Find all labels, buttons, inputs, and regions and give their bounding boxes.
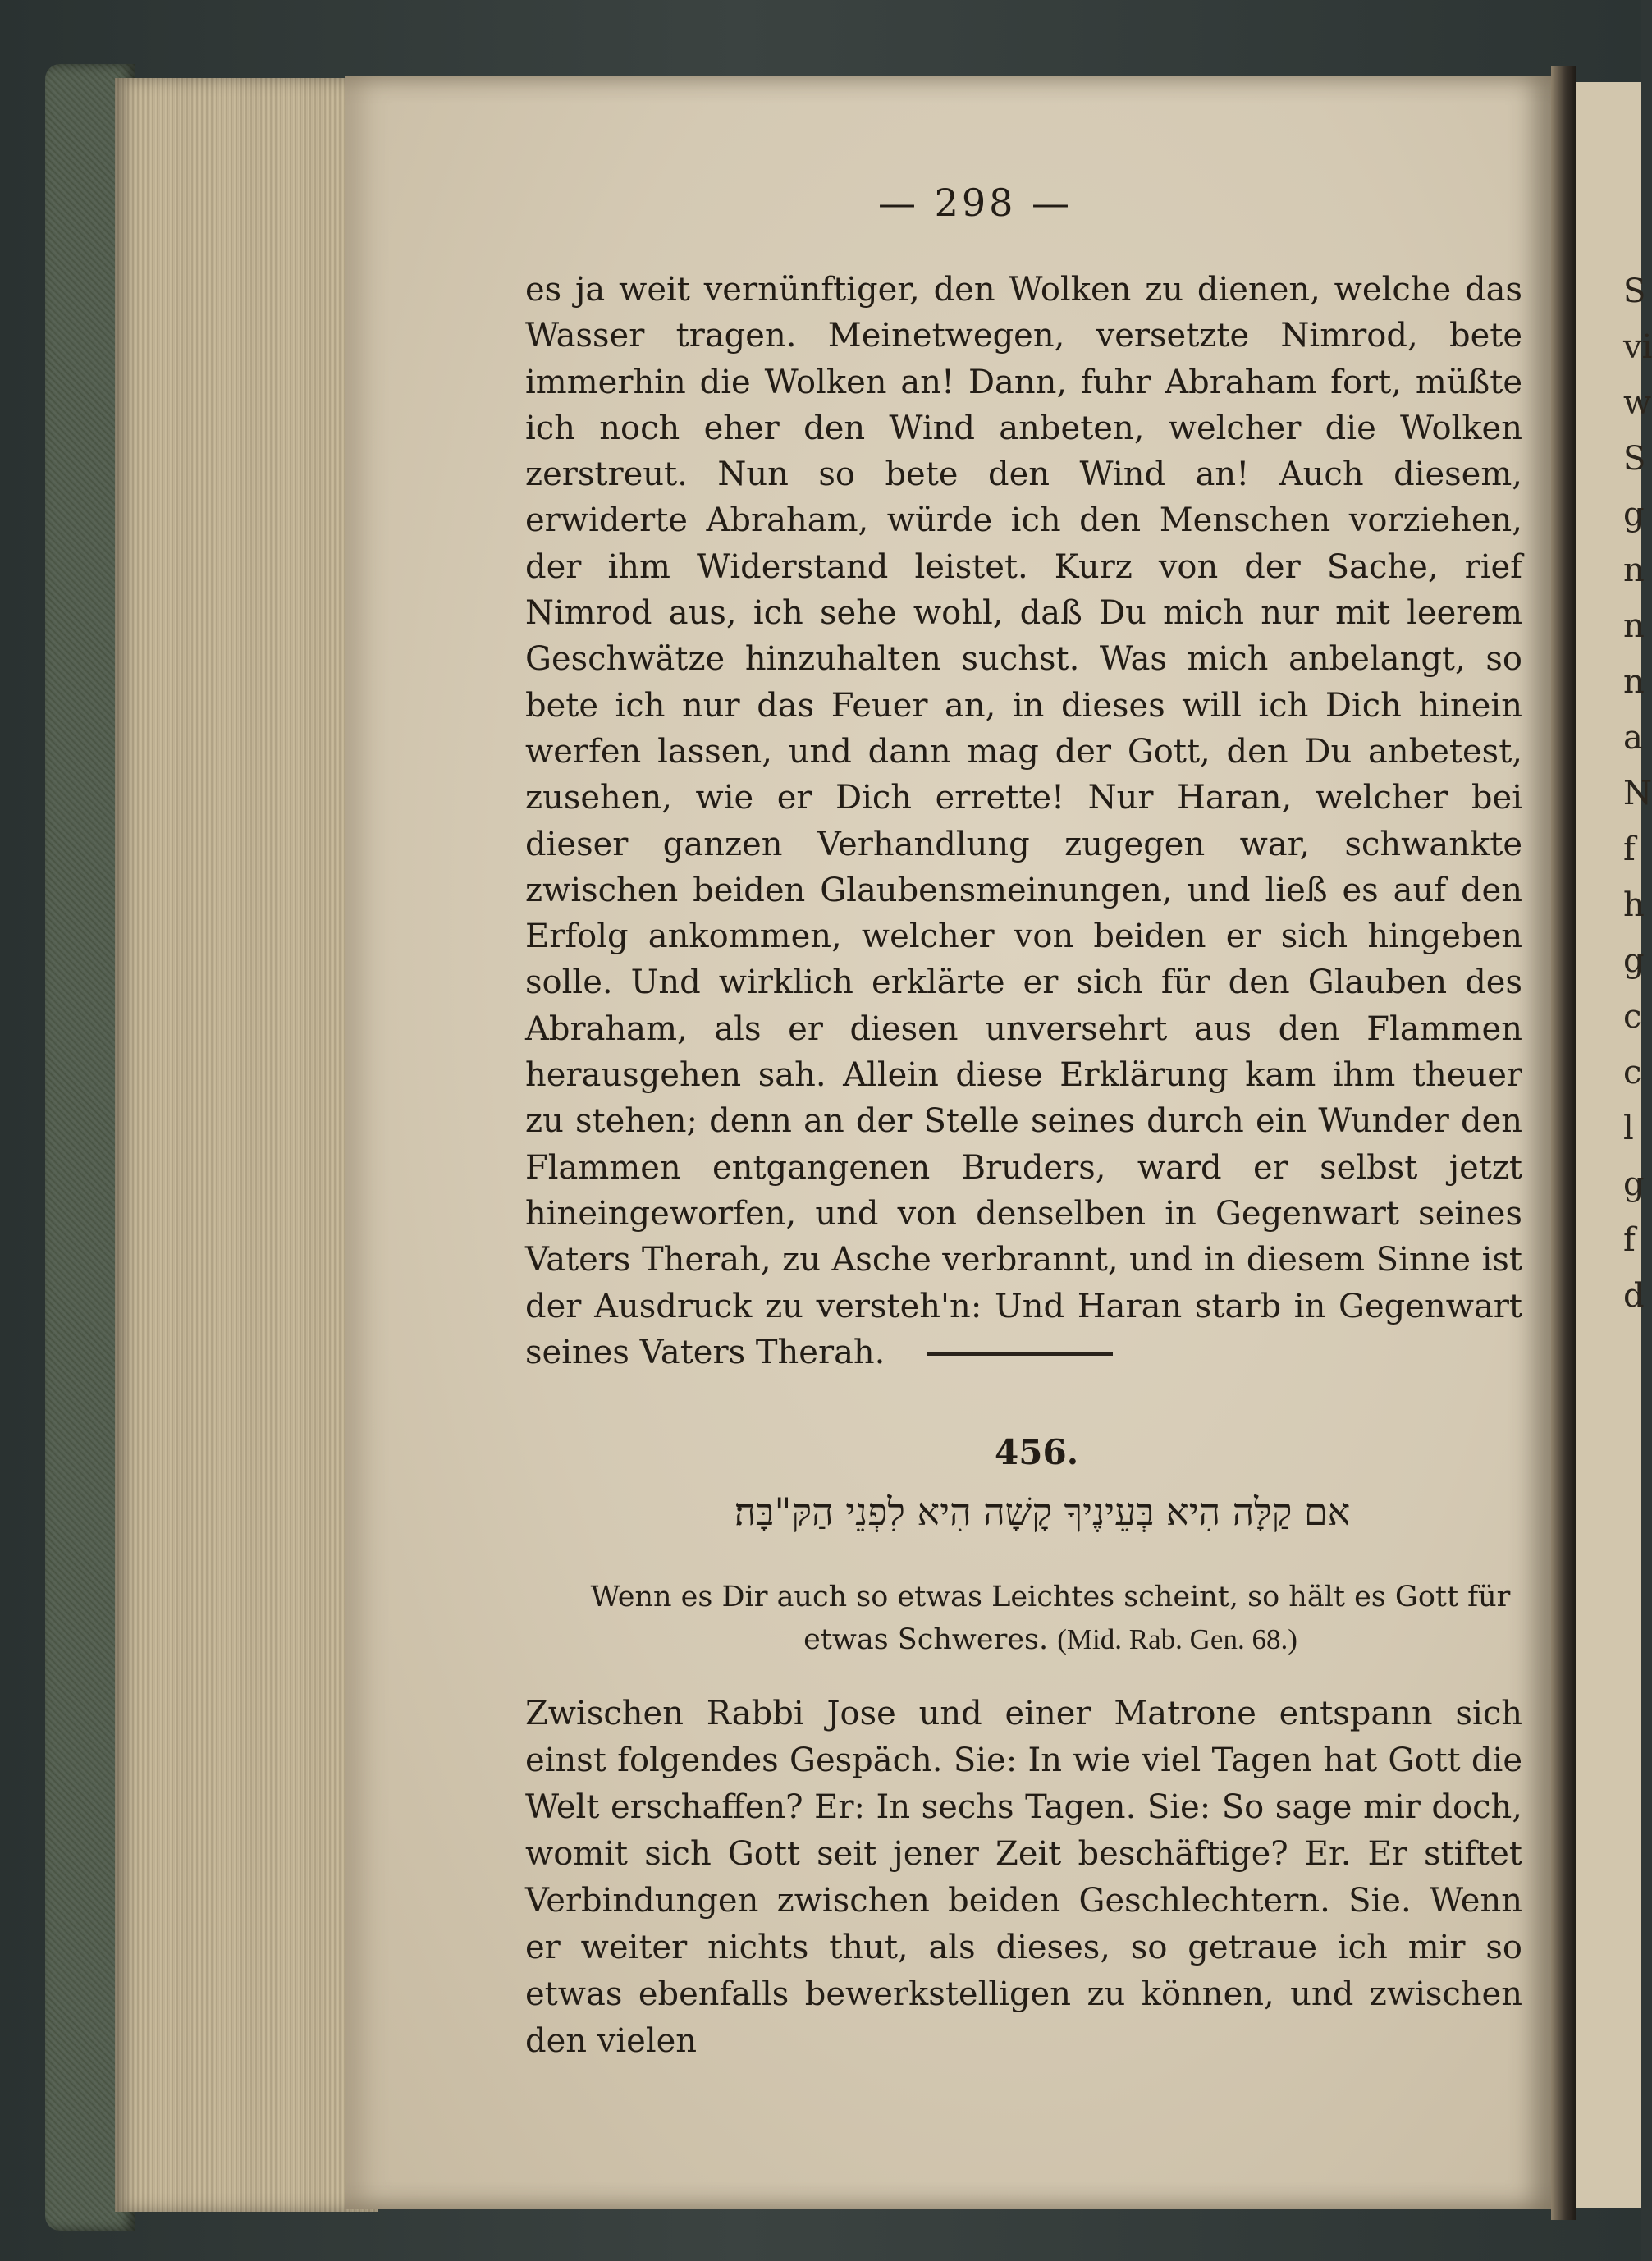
facing-page-glyph: n (1623, 663, 1645, 701)
facing-page-glyph: S (1623, 440, 1646, 478)
body-paragraph: es ja weit vernünftiger, den Wolken zu dienen, welche das Wasser tragen. Meinetwegen, versetzte Nimrod, bete immerhin die Wolken an! Dann, fuhr Abraham fort, müßte ich noch eher den Wind anbeten, welcher die Wolken zerstreut. Nun so bete den Wind an! Auch diesem, erwiderte Abraham, würde ich den Menschen vorziehen, der ihm Widerstand leistet. Kurz von der Sache, rief Nimrod aus, ich sehe wohl, daß Du mich nur mit leerem Geschwätze hinzuhalten suchst. Was mich anbelangt, so bete ich nur das Feuer an, in dieses will ich Dich hinein werfen lassen, und dann mag der Gott, den Du anbetest, zusehen, wie er Dich errette! Nur Haran, welcher bei dieser ganzen Verhandlung zugegen war, schwankte zwischen beiden Glaubensmeinungen, und ließ es auf den Erfolg ankommen, welcher von beiden er sich hingeben solle. Und wirklich erklärte er sich für den Glauben des Abraham, als er diesen unversehrt aus den Flammen herausgehen sah. Allein diese Erklärung kam ihm theuer zu stehen; denn an der Stelle seines durch ein Wunder den Flammen entgangenen Bruders, ward er selbst jetzt hineingeworfen, und von denselben in Gegenwart seines Vaters Therah, zu Asche verbrannt, und in diesem Sinne ist der Ausdruck zu versteh'n: Und Haran starb in Gegenwart seines Vaters Therah. (525, 271, 1522, 1371)
facing-page-glyph: a (1623, 719, 1643, 757)
facing-page-glyph: N (1623, 775, 1652, 812)
facing-page-glyph: f (1623, 1221, 1636, 1259)
facing-page-glyph: d (1623, 1277, 1645, 1315)
facing-page-glyph: g (1623, 496, 1645, 533)
hebrew-quote: אם קַלָּה הִיא בְּעֵינֶיךָ קָשָׁה הִיא לִפְנֵי הַקּ"בָּה׃ (734, 1490, 1351, 1534)
facing-page-glyph: h (1623, 886, 1645, 924)
facing-page-glyph: c (1623, 998, 1642, 1036)
facing-page-glyph: vi (1623, 328, 1652, 366)
facing-page-glyph: w (1623, 384, 1652, 422)
quote-translation (574, 1576, 1526, 1661)
section-number: 456. (995, 1432, 1079, 1472)
facing-page-glyph: n (1623, 607, 1645, 645)
facing-page-glyph: n (1623, 552, 1645, 589)
facing-page-glyph: S (1623, 272, 1646, 310)
page-edges (115, 78, 378, 2212)
source-citation: (Mid. Rab. Gen. 68.) (1057, 1623, 1297, 1655)
body-paragraph: Zwischen Rabbi Jose und einer Matrone entspann sich einst folgendes Gespäch. Sie: In wie viel Tagen hat Gott die Welt erschaffen? Er: In sechs Tagen. Sie: So sage mir doch, womit sich Gott seit jener Zeit beschäftige? Er. Er stiftet Verbindungen zwischen beiden Geschlechtern. Sie. Wenn er weiter nichts thut, als dieses, so getraue ich mir so etwas ebenfalls bewerkstelligen zu können, und zwischen den vielen (525, 1695, 1522, 2060)
facing-page-glyph: c (1623, 1054, 1642, 1092)
quote-translation-text: Wenn es Dir auch so etwas Leichtes scheint, so hält es Gott für etwas Schweres. (590, 1581, 1511, 1656)
section-divider (927, 1352, 1113, 1356)
facing-page-edge (1576, 82, 1652, 2208)
facing-page-glyph: g (1623, 1165, 1645, 1203)
page-number: — 298 — (878, 181, 1073, 225)
facing-page-glyph: g (1623, 942, 1645, 980)
facing-page-glyph: l (1623, 1110, 1634, 1147)
book-gutter (1551, 66, 1576, 2220)
facing-page-glyph: f (1623, 831, 1636, 868)
